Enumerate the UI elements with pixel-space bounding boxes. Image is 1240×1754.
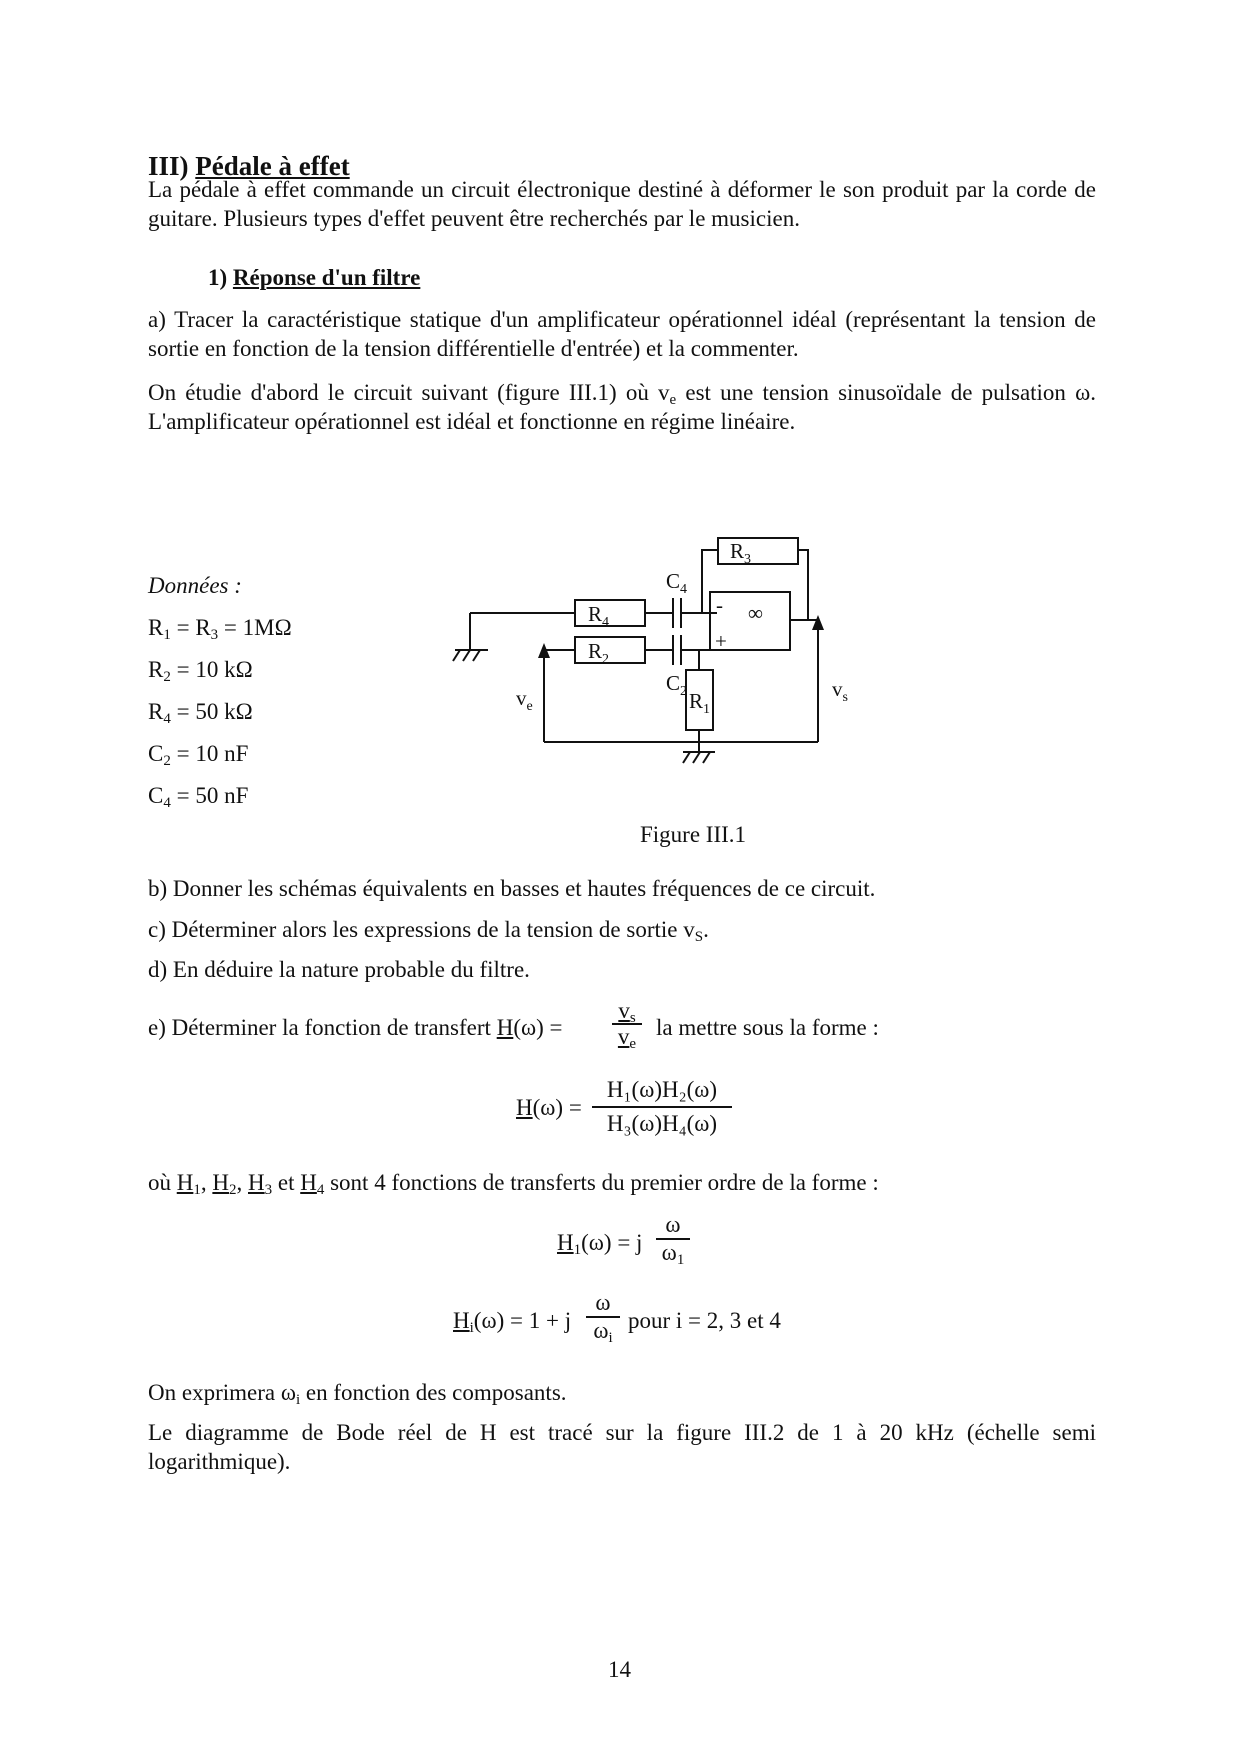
circuit-diagram (440, 520, 910, 820)
label-r3: $R_3$ (730, 539, 752, 567)
label-r2: $R_2$ (588, 639, 610, 667)
ground-bottom-hatch-3 (703, 752, 710, 763)
question-a: a) Tracer la caractéristique statique d'un amplificateur opérationnel idéal (représentant la tension de sortie en fonction de la tension différentielle d'entrée) et la commenter. (148, 307, 1096, 361)
transfer-functions-text: où $H_1$, $H_2$, $H_3$ et $H_4$ sont 4 fonctions de transferts du premier ordre de la forme : (148, 1170, 879, 1198)
question-e-end: la mettre sous la forme : (656, 1015, 879, 1040)
ground-left-hatch-3 (473, 650, 480, 661)
subsection-heading (208, 265, 420, 291)
opamp-infinity: ∞ (748, 601, 763, 625)
label-r1: $R_1$ (689, 689, 711, 717)
figure-caption: Figure III.1 (640, 822, 747, 847)
donnee-r4: $R_4 = 50$ kΩ (148, 699, 253, 727)
wire-feedback-right (798, 550, 808, 620)
label-vs: $v_s$ (832, 677, 848, 705)
circuit-intro: On étudie d'abord le circuit suivant (figure III.1) où $v_e$ est une tension sinusoïdale de pulsation ω. L'amplificateur opérationnel est idéal et fonctionne en régime linéaire. (148, 380, 1096, 434)
fraction-vs-ve: $v_s$ $v_e$ (612, 1000, 642, 1048)
section-number: III) (148, 151, 189, 181)
subsection-title: Réponse d'un filtre (232, 265, 421, 290)
ground-left-hatch-1 (453, 650, 460, 661)
donnee-c2: $C_2 = 10$ nF (148, 741, 249, 769)
subsection-number: 1) (208, 265, 228, 290)
arrowhead-vs (812, 615, 824, 630)
section-title: Pédale à effet (195, 151, 350, 181)
intro-paragraph: La pédale à effet commande un circuit électronique destiné à déformer le son produit par la corde de guitare. Plusieurs types d'effet peuvent être recherchés par le musicien. (148, 177, 1096, 231)
donnee-r2: $R_2 = 10$ kΩ (148, 657, 253, 685)
page-number: 14 (608, 1657, 631, 1682)
ground-bottom-hatch-2 (693, 752, 700, 763)
eq-h1-fraction: ω $\omega_1$ (656, 1213, 690, 1265)
bode-paragraph: Le diagramme de Bode réel de H est tracé sur la figure III.2 de 1 à 20 kHz (échelle semi logarithmique). (148, 1420, 1096, 1474)
opamp-minus: - (716, 593, 723, 617)
eq-h-numerator: H₁(ω)H₂(ω) (606, 1077, 718, 1102)
question-c: c) Déterminer alors les expressions de la tension de sortie $v_S$. (148, 917, 709, 945)
eq-hi-lhs: $H_i(\omega) = 1 + j$ (453, 1308, 572, 1336)
eq-h1-lhs: $H_1(\omega) = j$ (557, 1230, 643, 1258)
eq-h-fraction (592, 1076, 732, 1138)
eq-hi-condition: pour i = 2, 3 et 4 (628, 1308, 781, 1333)
eq-hi-fraction: ω $\omega_i$ (586, 1291, 620, 1343)
question-e: e) Déterminer la fonction de transfert H(ω) = (148, 1015, 563, 1040)
donnees-title: Données : (148, 573, 242, 598)
opamp-plus: + (715, 629, 727, 653)
label-r4: $R_4$ (588, 602, 610, 630)
donnee-r1-r3: $R_1 = R_3 = 1M\Omega$ (148, 615, 292, 643)
label-c2: $C_2$ (666, 671, 688, 699)
resistor-r4 (575, 600, 645, 626)
eq-h-lhs: H(ω) = (516, 1095, 582, 1120)
express-omega: On exprimera $\omega_i$ en fonction des composants. (148, 1380, 567, 1408)
question-b: b) Donner les schémas équivalents en basses et hautes fréquences de ce circuit. (148, 876, 876, 901)
eq-h-denominator: H₃(ω)H₄(ω) (606, 1110, 718, 1136)
donnee-c4: $C_4 = 50$ nF (148, 783, 249, 811)
question-d: d) En déduire la nature probable du filtre. (148, 957, 530, 982)
label-ve: $v_e$ (516, 686, 533, 714)
label-c4: $C_4$ (666, 569, 688, 597)
ground-left-hatch-2 (463, 650, 470, 661)
resistor-r2 (575, 637, 645, 663)
ground-bottom-hatch-1 (683, 752, 690, 763)
